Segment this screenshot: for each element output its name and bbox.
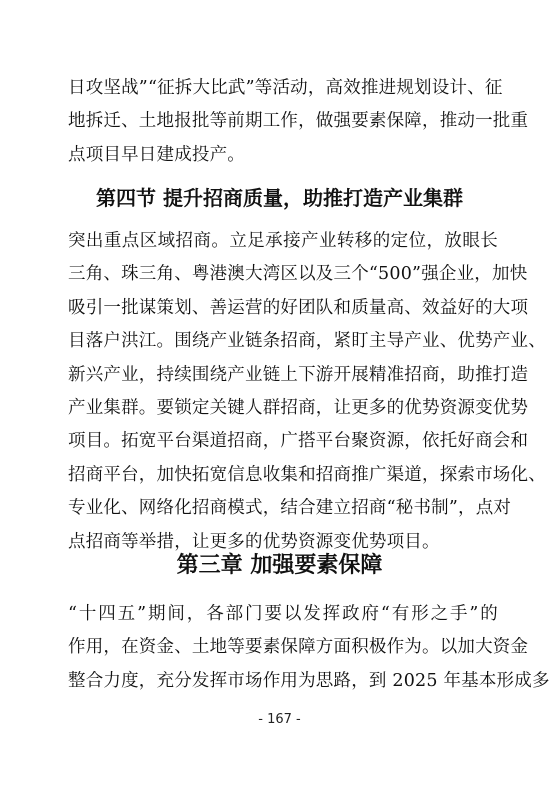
paragraph-line: 项目。拓宽平台渠道招商，广搭平台聚资源，依托好商会和 [68,431,529,452]
paragraph-2 [68,225,546,559]
paragraph-line: 整合力度，充分发挥市场作用为思路，到 2025 年基本形成多 [68,670,550,691]
paragraph-line: 作用，在资金、土地等要素保障方面积极作为。以加大资金 [68,637,529,658]
paragraph-1 [68,72,529,172]
page-number: - 167 - [258,712,301,727]
paragraph-line: 招商平台，加快拓宽信息收集和招商推广渠道，探索市场化、 [68,464,546,485]
paragraph-line: “十四五”期间，各部门要以发挥政府“有形之手”的 [68,604,498,624]
chapter-heading: 第三章 加强要素保障 [176,553,383,578]
paragraph-3 [68,598,550,698]
paragraph-line: 点项目早日建成投产。 [68,144,245,165]
paragraph-line: 地拆迁、土地报批等前期工作，做强要素保障，推动一批重 [68,111,529,132]
paragraph-line: 三角、珠三角、粤港澳大湾区以及三个“500”强企业，加快 [68,264,528,285]
paragraph-line: 新兴产业，持续围绕产业链上下游开展精准招商，助推打造 [68,364,529,385]
paragraph-line: 吸引一批谋策划、善运营的好团队和质量高、效益好的大项 [68,297,529,318]
paragraph-line: 目落户洪江。围绕产业链条招商，紧盯主导产业、优势产业、 [68,331,546,352]
paragraph-line: 点招商等举措，让更多的优势资源变优势项目。 [68,531,440,552]
paragraph-line: 专业化、网络化招商模式，结合建立招商“秘书制”，点对 [68,498,512,519]
paragraph-line: 日攻坚战”“征拆大比武”等活动，高效推进规划设计、征 [68,78,503,98]
paragraph-line: 产业集群。要锁定关键人群招商，让更多的优势资源变优势 [68,398,529,419]
paragraph-line: 突出重点区域招商。立足承接产业转移的定位，放眼长 [68,231,498,251]
section-heading: 第四节 提升招商质量，助推打造产业集群 [96,186,463,210]
